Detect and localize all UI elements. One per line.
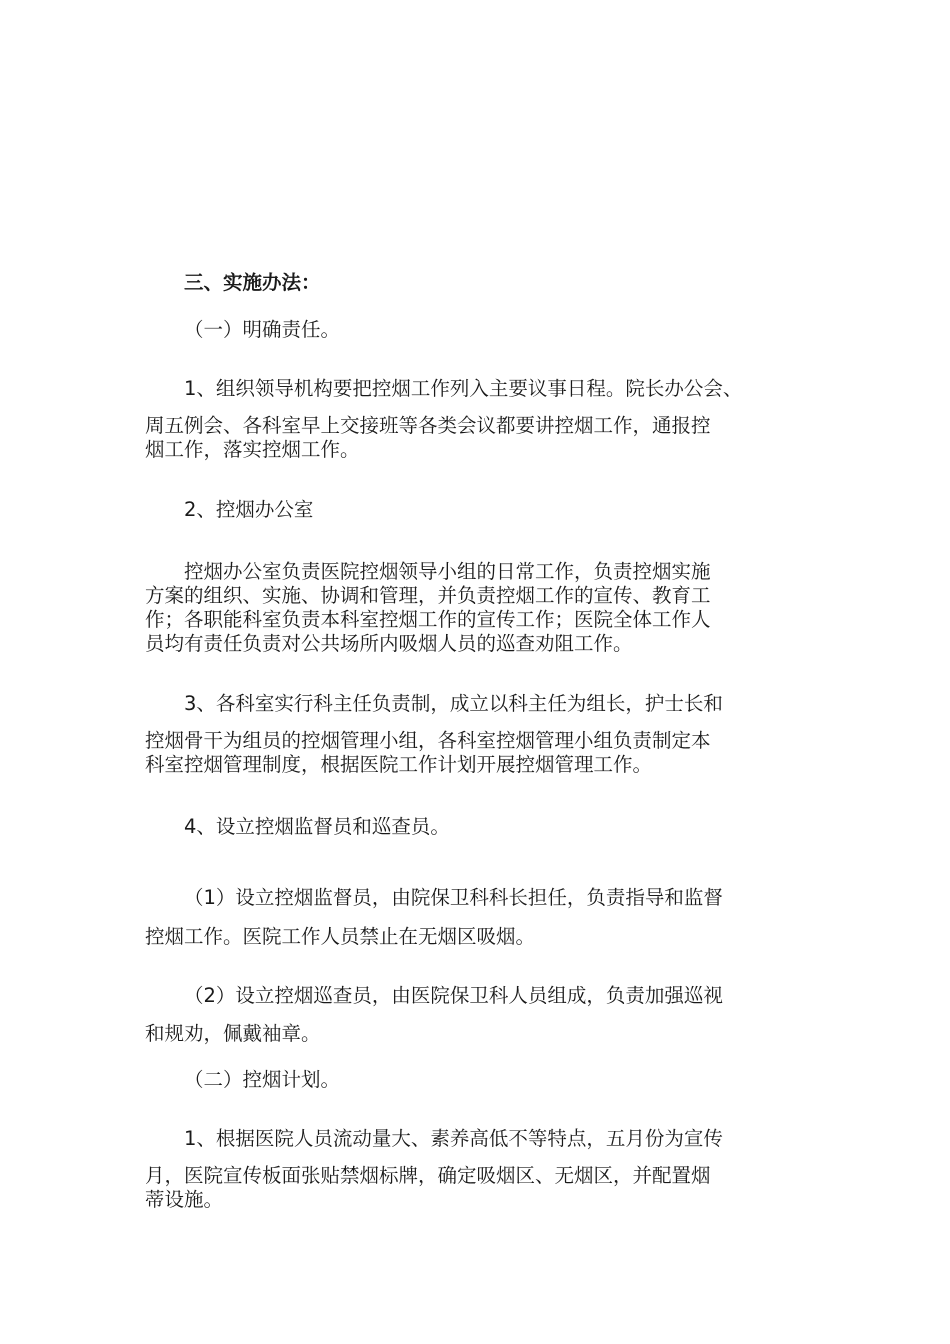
paragraph-2-line: 方案的组织、实施、协调和管理，并负责控烟工作的宣传、教育工 [145, 584, 711, 607]
paragraph-5-line: 蒂设施。 [145, 1188, 224, 1211]
paragraph-5-line: 1、根据医院人员流动量大、素养高低不等特点，五月份为宣传 [184, 1127, 723, 1150]
paragraph-2 [145, 560, 810, 656]
paragraph-2-line: 员均有责任负责对公共场所内吸烟人员的巡查劝阻工作。 [145, 632, 633, 655]
paragraph-4-2-line: 和规劝，佩戴袖章。 [145, 1022, 321, 1045]
paragraph-4-1-line: （1）设立控烟监督员，由院保卫科科长担任，负责指导和监督 [184, 886, 723, 909]
paragraph-3-line: 科室控烟管理制度，根据医院工作计划开展控烟管理工作。 [145, 753, 653, 776]
paragraph-3-line: 控烟骨干为组员的控烟管理小组，各科室控烟管理小组负责制定本 [145, 729, 711, 752]
paragraph-2-line: 作；各职能科室负责本科室控烟工作的宣传工作；医院全体工作人 [145, 608, 711, 631]
paragraph-5 [145, 1127, 810, 1212]
paragraph-4-2-line: （2）设立控烟巡查员，由医院保卫科人员组成，负责加强巡视 [184, 984, 723, 1007]
paragraph-4-title: 4、设立控烟监督员和巡查员。 [184, 815, 450, 838]
paragraph-3 [145, 692, 810, 777]
paragraph-3-line: 3、各科室实行科主任负责制，成立以科主任为组长，护士长和 [184, 692, 723, 715]
paragraph-4-1 [145, 886, 810, 949]
subsection-2-title: （二）控烟计划。 [184, 1068, 341, 1091]
paragraph-5-line: 月，医院宣传板面张贴禁烟标牌，确定吸烟区、无烟区，并配置烟 [145, 1164, 711, 1187]
paragraph-4-1-line: 控烟工作。医院工作人员禁止在无烟区吸烟。 [145, 925, 536, 948]
section-heading: 三、实施办法： [184, 271, 321, 294]
paragraph-1-line: 烟工作，落实控烟工作。 [145, 438, 360, 461]
paragraph-1 [145, 377, 810, 462]
paragraph-2-line: 控烟办公室负责医院控烟领导小组的日常工作，负责控烟实施 [184, 560, 711, 583]
paragraph-1-line: 周五例会、各科室早上交接班等各类会议都要讲控烟工作，通报控 [145, 414, 711, 437]
paragraph-2-title: 2、控烟办公室 [184, 498, 314, 521]
subsection-1-title: （一）明确责任。 [184, 318, 341, 341]
paragraph-1-line: 1、组织领导机构要把控烟工作列入主要议事日程。院长办公会、 [184, 377, 743, 400]
paragraph-4-2 [145, 984, 810, 1046]
